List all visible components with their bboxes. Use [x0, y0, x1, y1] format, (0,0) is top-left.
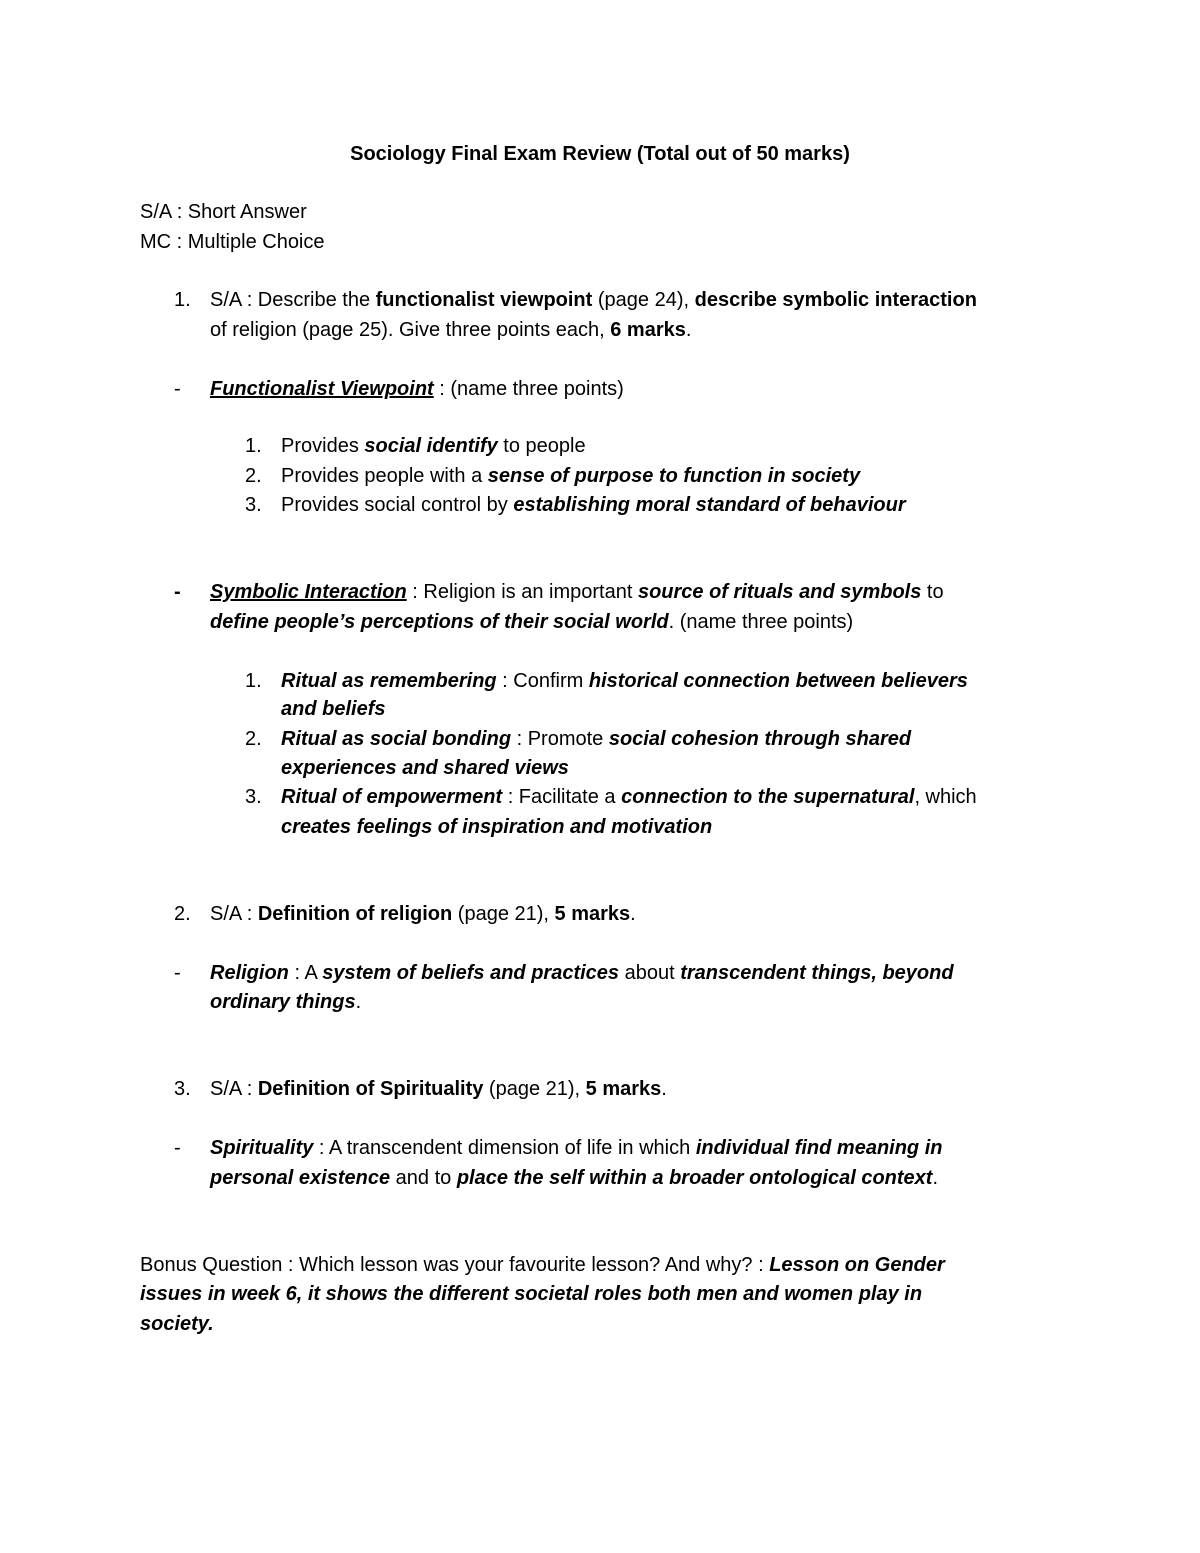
functionalist-bullet: -: [174, 378, 181, 400]
text-run: connection to the supernatural: [621, 786, 915, 808]
text-run: Definition of Spirituality: [257, 1078, 484, 1100]
text-run: .: [685, 319, 692, 341]
text-run: Religion: [210, 962, 289, 984]
text-run: historical connection between believers: [588, 670, 968, 692]
legend-short-answer: S/A : Short Answer: [140, 201, 307, 223]
religion-definition-line2: [210, 990, 361, 1014]
text-run: .: [630, 903, 636, 925]
spirituality-bullet: -: [174, 1137, 181, 1159]
text-run: Provides social control by: [281, 494, 514, 516]
text-run: personal existence: [210, 1167, 391, 1189]
text-run: source of rituals and symbols: [637, 581, 922, 603]
text-run: Ritual as remembering: [281, 670, 497, 692]
text-run: 5 marks: [585, 1078, 662, 1100]
question-1-prompt-line1: [210, 288, 977, 312]
text-run: of religion (page 25). Give three points each,: [210, 319, 611, 341]
text-run: S/A :: [210, 1078, 258, 1100]
text-run: , which: [914, 786, 977, 808]
text-run: . (name three points): [668, 611, 854, 633]
text-run: sense of purpose to function in society: [487, 465, 861, 487]
text-run: .: [932, 1167, 939, 1189]
text-run: : A: [288, 962, 323, 984]
spirituality-definition-line2: [210, 1166, 938, 1190]
text-run: : Confirm: [496, 670, 589, 692]
symbolic-point-number: 3.: [245, 786, 262, 808]
text-run: S/A :: [210, 903, 258, 925]
text-run: describe symbolic interaction: [694, 289, 977, 311]
text-run: system of beliefs and practices: [322, 962, 620, 984]
bonus-question-line3: [140, 1312, 214, 1336]
question-1-prompt-line2: [210, 318, 691, 342]
text-run: transcendent things, beyond: [680, 962, 954, 984]
question-2-number: 2.: [174, 903, 191, 925]
functionalist-point: [281, 434, 586, 458]
symbolic-heading-line1: [210, 580, 944, 604]
text-run: about: [619, 962, 681, 984]
question-1-number: 1.: [174, 289, 191, 311]
functionalist-point-number: 3.: [245, 494, 262, 516]
text-run: : Religion is an important: [406, 581, 638, 603]
religion-definition-line1: [210, 961, 954, 985]
text-run: Provides people with a: [281, 465, 488, 487]
text-run: experiences and shared views: [281, 757, 569, 779]
text-run: place the self within a broader ontological context: [456, 1167, 933, 1189]
symbolic-point-line2: [281, 815, 712, 839]
text-run: social identify: [364, 435, 498, 457]
text-run: Ritual as social bonding: [281, 728, 512, 750]
functionalist-point: [281, 493, 906, 517]
functionalist-point: [281, 464, 860, 488]
functionalist-point-number: 1.: [245, 435, 262, 457]
text-run: .: [661, 1078, 667, 1100]
symbolic-point-line2: [281, 756, 569, 780]
text-run: Ritual of empowerment: [281, 786, 503, 808]
text-run: issues in week 6, it shows the different societal roles both men and women play in: [140, 1283, 923, 1305]
symbolic-point-line1: [281, 669, 968, 693]
text-run: society.: [140, 1313, 214, 1335]
text-run: Spirituality: [210, 1137, 314, 1159]
symbolic-point-number: 2.: [245, 728, 262, 750]
text-run: to people: [497, 435, 586, 457]
question-2-prompt: [210, 902, 636, 926]
text-run: : (name three points): [433, 378, 624, 400]
text-run: ordinary things: [210, 991, 356, 1013]
text-run: .: [355, 991, 362, 1013]
text-run: and to: [390, 1167, 457, 1189]
text-run: Functionalist Viewpoint: [210, 378, 434, 400]
text-run: Symbolic Interaction: [210, 581, 407, 603]
text-run: 5 marks: [554, 903, 631, 925]
functionalist-point-number: 2.: [245, 465, 262, 487]
text-run: social cohesion through shared: [608, 728, 912, 750]
text-run: to: [921, 581, 944, 603]
text-run: (page 24),: [592, 289, 695, 311]
religion-bullet: -: [174, 962, 181, 984]
symbolic-bullet: -: [174, 581, 181, 603]
text-run: 6 marks: [610, 319, 686, 341]
text-run: and beliefs: [281, 698, 386, 720]
legend-multiple-choice: MC : Multiple Choice: [140, 231, 325, 253]
text-run: (page 21),: [483, 1078, 586, 1100]
text-run: S/A : Describe the: [210, 289, 376, 311]
text-run: : Promote: [511, 728, 609, 750]
text-run: Definition of religion: [257, 903, 453, 925]
text-run: (page 21),: [452, 903, 555, 925]
symbolic-heading-line2: [210, 610, 853, 634]
text-run: functionalist viewpoint: [375, 289, 593, 311]
text-run: Provides: [281, 435, 365, 457]
text-run: Lesson on Gender: [769, 1254, 945, 1276]
text-run: individual find meaning in: [695, 1137, 943, 1159]
bonus-question-line1: [140, 1253, 945, 1277]
functionalist-heading: [210, 377, 624, 401]
symbolic-point-number: 1.: [245, 670, 262, 692]
text-run: define people’s perceptions of their social world: [210, 611, 669, 633]
text-run: : A transcendent dimension of life in which: [313, 1137, 696, 1159]
document-title: Sociology Final Exam Review (Total out of 50 marks): [350, 143, 850, 165]
text-run: creates feelings of inspiration and motivation: [281, 816, 713, 838]
spirituality-definition-line1: [210, 1136, 942, 1160]
text-run: : Facilitate a: [502, 786, 622, 808]
symbolic-point-line1: [281, 727, 911, 751]
question-3-number: 3.: [174, 1078, 191, 1100]
symbolic-point-line2: [281, 697, 385, 721]
text-run: Bonus Question : Which lesson was your favourite lesson? And why? :: [140, 1254, 770, 1276]
symbolic-point-line1: [281, 785, 977, 809]
text-run: establishing moral standard of behaviour: [513, 494, 906, 516]
question-3-prompt: [210, 1077, 667, 1101]
bonus-question-line2: [140, 1282, 922, 1306]
